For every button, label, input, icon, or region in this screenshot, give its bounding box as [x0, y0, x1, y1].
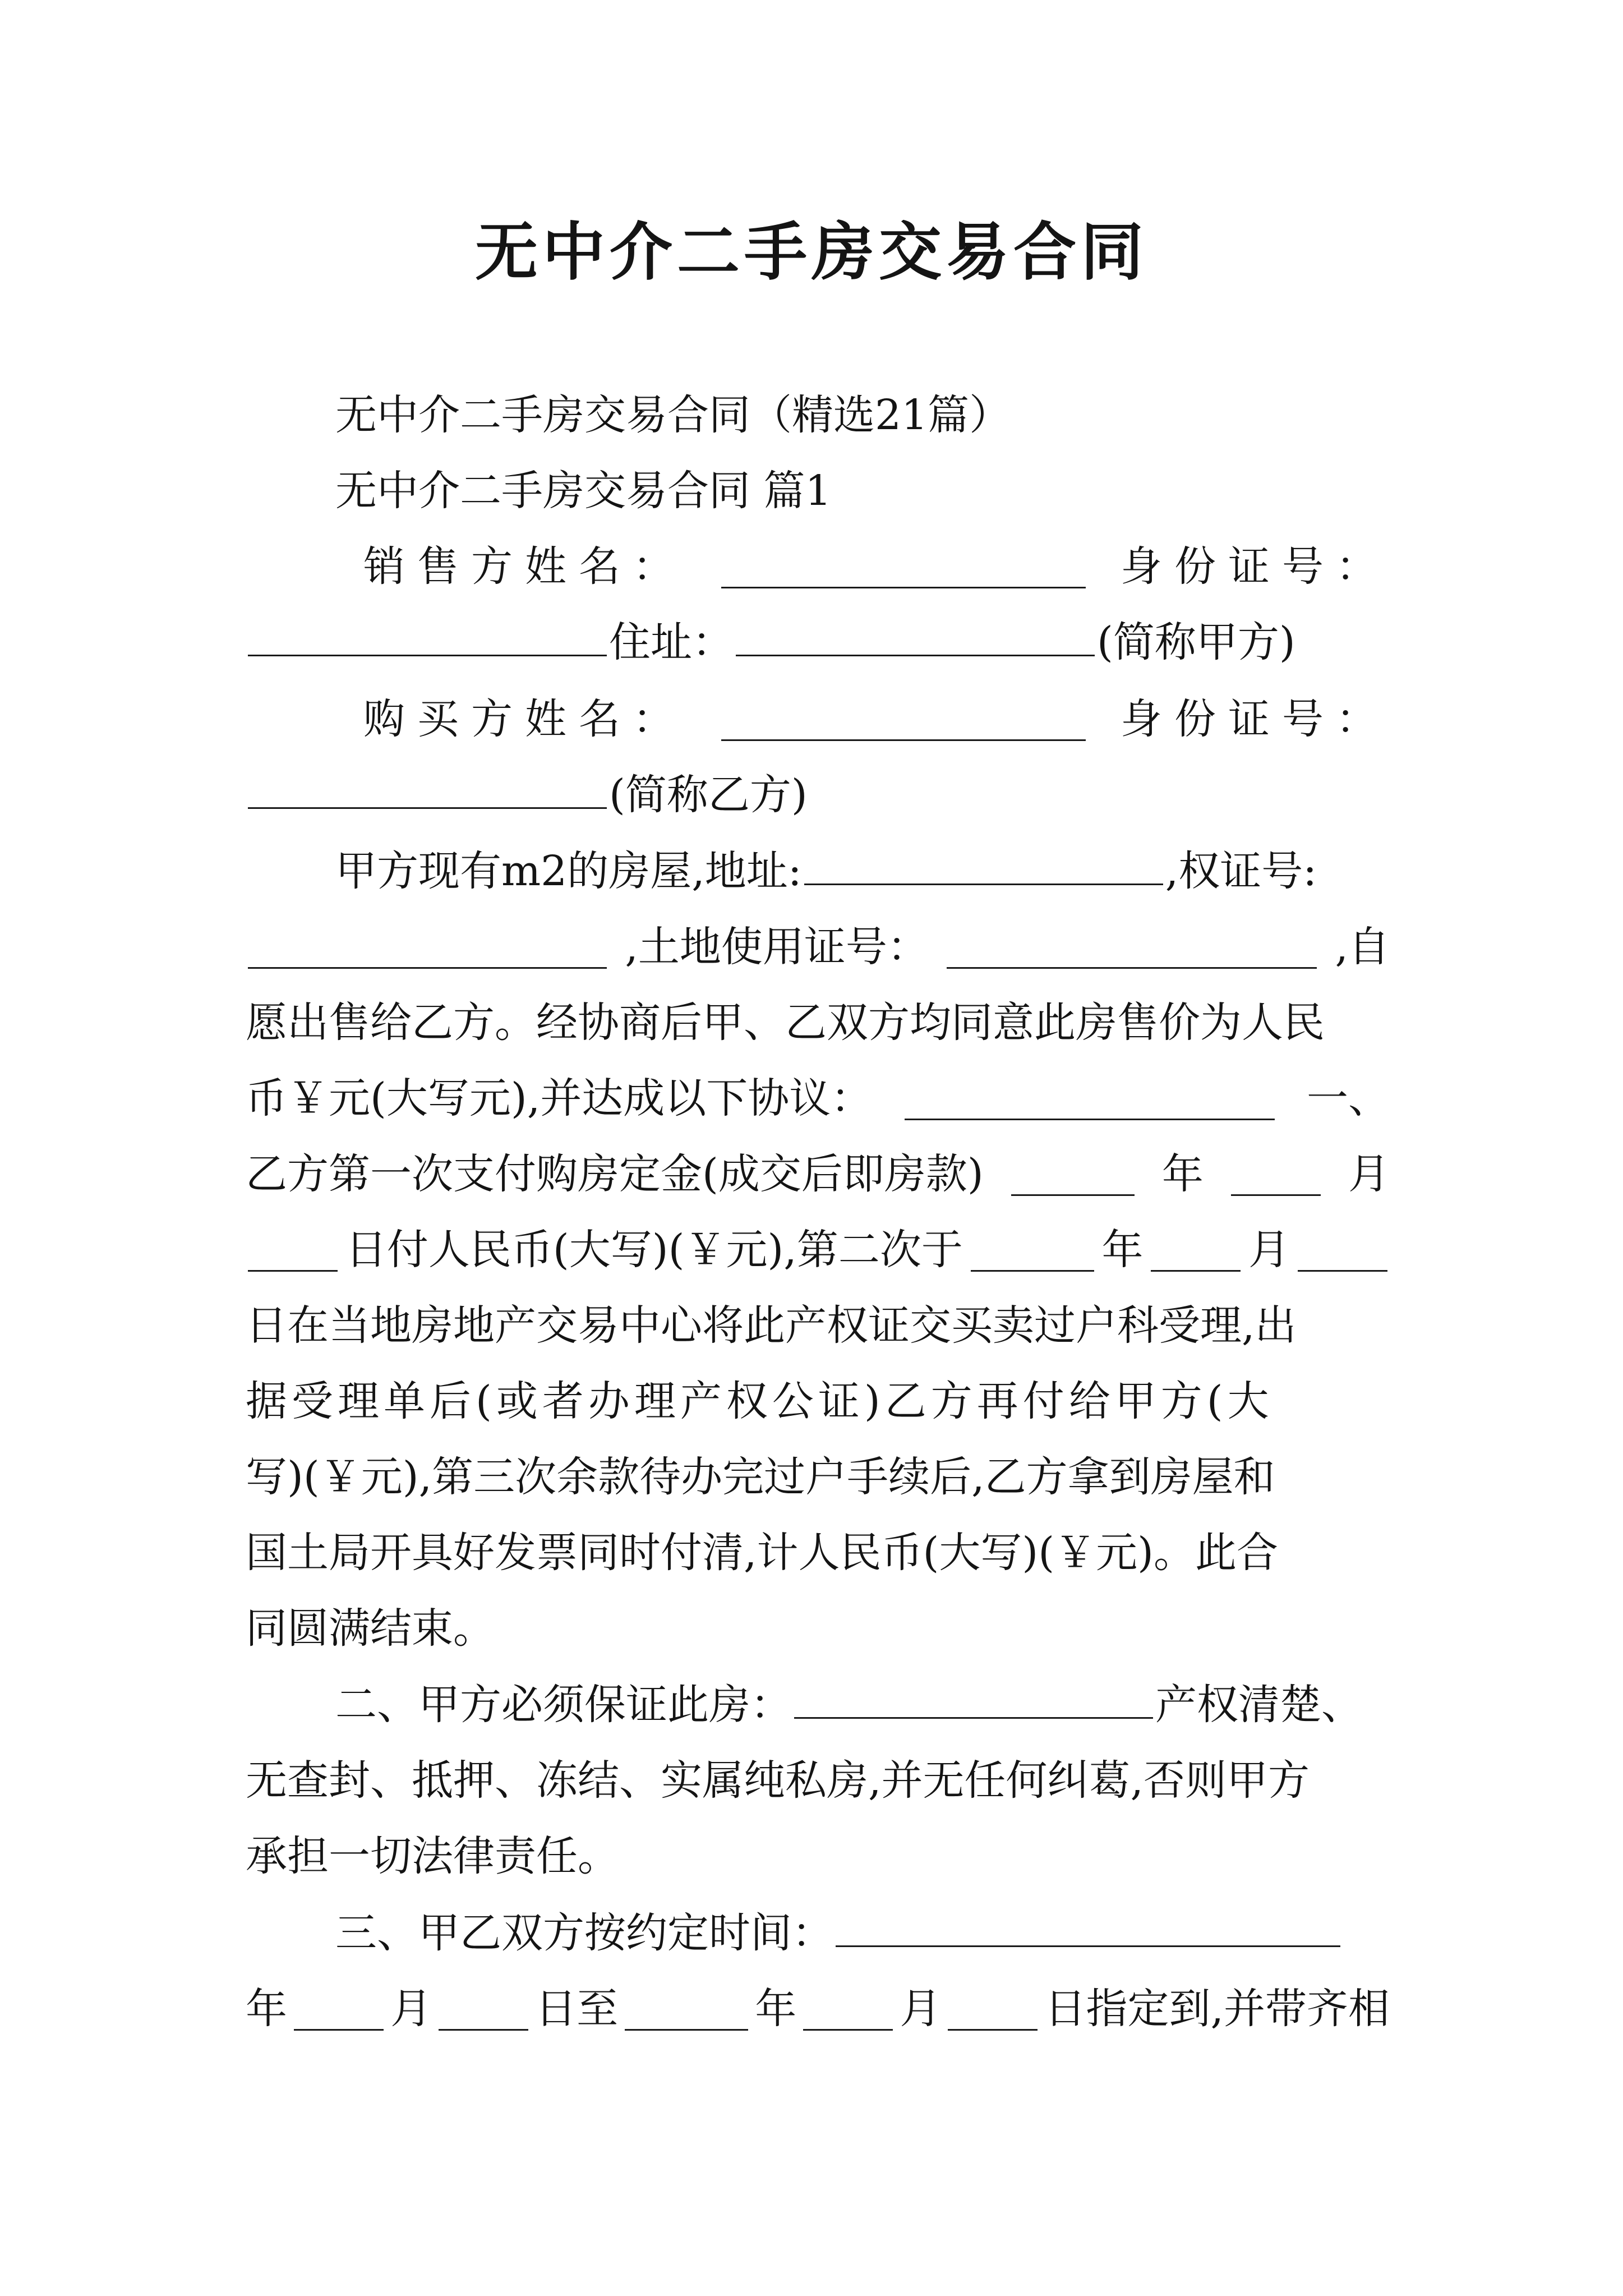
p1-text: 一、: [1306, 1074, 1390, 1122]
p1-line-7: [246, 1292, 1390, 1359]
p3-line-1: [335, 1899, 1390, 1967]
p1-line-4: [246, 1065, 1390, 1132]
year-label: 年: [1101, 1226, 1144, 1274]
year-label: 年: [755, 1985, 797, 2033]
p1-text: 甲方现有m2的房屋,地址:: [335, 847, 802, 895]
p3-line-2: [246, 1975, 1390, 2042]
p1-line-5: [246, 1140, 1390, 1208]
p2-line-3: [246, 1823, 1390, 1890]
p3-text: 日指定到,并带齐相: [1044, 1985, 1390, 2033]
seller-address-label: 住址：: [609, 618, 734, 666]
p1-text: 同圆满结束。: [246, 1604, 495, 1653]
buyer-abbr: (简称乙方): [609, 771, 808, 819]
p1-line-6: [246, 1216, 1390, 1283]
start-day-blank[interactable]: [439, 1987, 528, 2031]
month-label: 月: [390, 1985, 432, 2033]
deposit-year-blank[interactable]: [1011, 1153, 1135, 1196]
month-label: 月: [1248, 1226, 1290, 1274]
p1-text: 币￥元(大写元),并达成以下协议：: [246, 1074, 873, 1122]
p1-line-11: [246, 1595, 1390, 1662]
month-label: 月: [1348, 1150, 1390, 1198]
buyer-id-blank[interactable]: [248, 766, 607, 809]
section-heading: 无中介二手房交易合同 篇1: [335, 467, 832, 515]
p3-text: 日至: [535, 1985, 619, 2033]
seller-line-1: [363, 533, 1390, 600]
buyer-id-label: 身份证号：: [1121, 695, 1390, 743]
p1-text: 据受理单后(或者办理产权公证)乙方再付给甲方(大: [246, 1377, 1274, 1425]
subtitle-line: [335, 381, 1390, 449]
buyer-line-2: [246, 761, 1390, 829]
subtitle: 无中介二手房交易合同（精选21篇）: [335, 391, 1011, 439]
p1-text: ,土地使用证号：: [625, 923, 929, 971]
p3-text: 三、甲乙双方按约定时间：: [335, 1909, 833, 1957]
p1-text: 日付人民币(大写)(￥元),第二次于: [345, 1226, 963, 1274]
second-day-blank[interactable]: [1298, 1228, 1387, 1272]
p1-line-3: [246, 989, 1390, 1056]
seller-name-blank[interactable]: [721, 545, 1086, 588]
p2-text: 二、甲方必须保证此房：: [335, 1681, 792, 1729]
p1-line-8: [246, 1368, 1390, 1435]
p1-text: 乙方第一次支付购房定金(成交后即房款): [246, 1150, 984, 1198]
deposit-day-blank[interactable]: [248, 1228, 338, 1272]
seller-line-2: [246, 609, 1390, 676]
buyer-line-1: [363, 685, 1390, 753]
second-year-blank[interactable]: [971, 1228, 1094, 1272]
year-label: 年: [246, 1985, 287, 2033]
seller-name-label: 销售方姓名：: [363, 542, 686, 591]
p1-text: 写)(￥元),第三次余款待办完过户手续后,乙方拿到房屋和: [246, 1453, 1275, 1501]
p1-line-2: [246, 913, 1390, 981]
seller-abbr: (简称甲方): [1097, 618, 1295, 666]
p1-line-9: [246, 1443, 1390, 1511]
start-month-blank[interactable]: [294, 1987, 384, 2031]
month-label: 月: [900, 1985, 942, 2033]
p1-text: 国土局开具好发票同时付清,计人民币(大写)(￥元)。此合: [246, 1529, 1279, 1577]
land-cert-blank[interactable]: [947, 926, 1317, 969]
buyer-name-label: 购买方姓名：: [363, 695, 686, 743]
title-cert-blank[interactable]: [248, 926, 607, 969]
p1-text: 愿出售给乙方。经协商后甲、乙双方均同意此房售价为人民: [246, 999, 1325, 1047]
p1-line-1: [335, 838, 1390, 905]
p1-text: ,自: [1335, 923, 1390, 971]
second-month-blank[interactable]: [1151, 1228, 1241, 1272]
p1-text: ,权证号:: [1165, 847, 1317, 895]
seller-id-label: 身份证号：: [1121, 542, 1390, 591]
p1-text: 日在当地房地产交易中心将此产权证交买卖过户科受理,出: [246, 1301, 1297, 1350]
seller-address-blank[interactable]: [736, 613, 1095, 656]
buyer-name-blank[interactable]: [721, 698, 1086, 741]
p2-text: 无查封、抵押、冻结、实属纯私房,并无任何纠葛,否则甲方: [246, 1756, 1310, 1805]
seller-id-blank[interactable]: [248, 613, 607, 656]
p2-line-2: [246, 1747, 1390, 1814]
document-title: 无中介二手房交易合同: [475, 215, 1148, 289]
deposit-month-blank[interactable]: [1231, 1153, 1321, 1196]
section-heading-line: [335, 457, 1390, 524]
end-month-blank[interactable]: [803, 1987, 893, 2031]
p3-time-blank[interactable]: [836, 1904, 1340, 1947]
p1-line-10: [246, 1519, 1390, 1586]
agreement-blank[interactable]: [905, 1077, 1275, 1120]
p2-line-1: [335, 1671, 1390, 1738]
end-day-blank[interactable]: [948, 1987, 1038, 2031]
p2-text: 承担一切法律责任。: [246, 1832, 619, 1880]
p2-text: 产权清楚、: [1155, 1681, 1363, 1729]
year-label: 年: [1161, 1150, 1204, 1198]
property-address-blank[interactable]: [804, 842, 1163, 885]
p2-blank[interactable]: [794, 1676, 1153, 1719]
end-year-blank[interactable]: [625, 1987, 748, 2031]
